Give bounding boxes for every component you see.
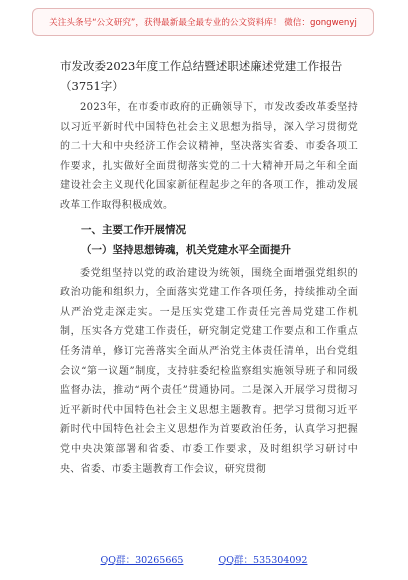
document-body: [60, 57, 358, 479]
section-heading: 一、主要工作开展情况: [81, 223, 186, 236]
char-count: （3751字）: [60, 79, 124, 93]
paragraph-body: 委党组坚持以党的政治建设为统领，围绕全面增强党组织的政治功能和组织力，全面落实党建工作各项任务，持续推动全面从严治党走深走实。一是压实党建工作责任完善局党建工作机制，压实各方党建工作责任，研究制定党建工作要点和工作重点任务清单，修订完善落实全面从严治党主体责任清单，出台党组会议“第一议题”制度，支持驻委纪检监察组实施领导班子和同级监督办法，推动“两个责任”贯通协同。二是深入开展学习贯彻习近平新时代中国特色社会主义思想主题教育。把学习贯彻习近平新时代中国特色社会主义思想作为首要政治任务，认真学习把握党中央决策部署和省委、市委工作要求，及时组织学习研讨中央、省委、市委主题教育工作会议，研究贯彻: [60, 267, 358, 475]
document-title: 市发改委2023年度工作总结暨述职述廉述党建工作报告: [60, 59, 343, 73]
footer-qq: [0, 552, 408, 566]
qq-group-1[interactable]: QQ群：30265665: [100, 555, 184, 566]
subsection-heading: （一）坚持思想铸魂，机关党建水平全面提升: [81, 243, 291, 256]
banner-text: 关注头条号“公文研究”，获得最新最全最专业的公文资料库！ 微信：gongwenyj: [49, 18, 357, 28]
promo-banner: [32, 8, 374, 36]
qq-group-2[interactable]: QQ群：535304092: [218, 555, 308, 566]
paragraph-intro: 2023年，在市委市政府的正确领导下，市发改委改革委坚持以习近平新时代中国特色社会主义思想为指导，深入学习贯彻党的二十大和中央经济工作会议精神，坚决落实省委、市委各项工作要求，扎实做好全面贯彻落实党的二十大精神开局之年和全面建设社会主义现代化国家新征程起步之年的各项工作，推动发展改革工作取得积极成效。: [60, 102, 358, 211]
